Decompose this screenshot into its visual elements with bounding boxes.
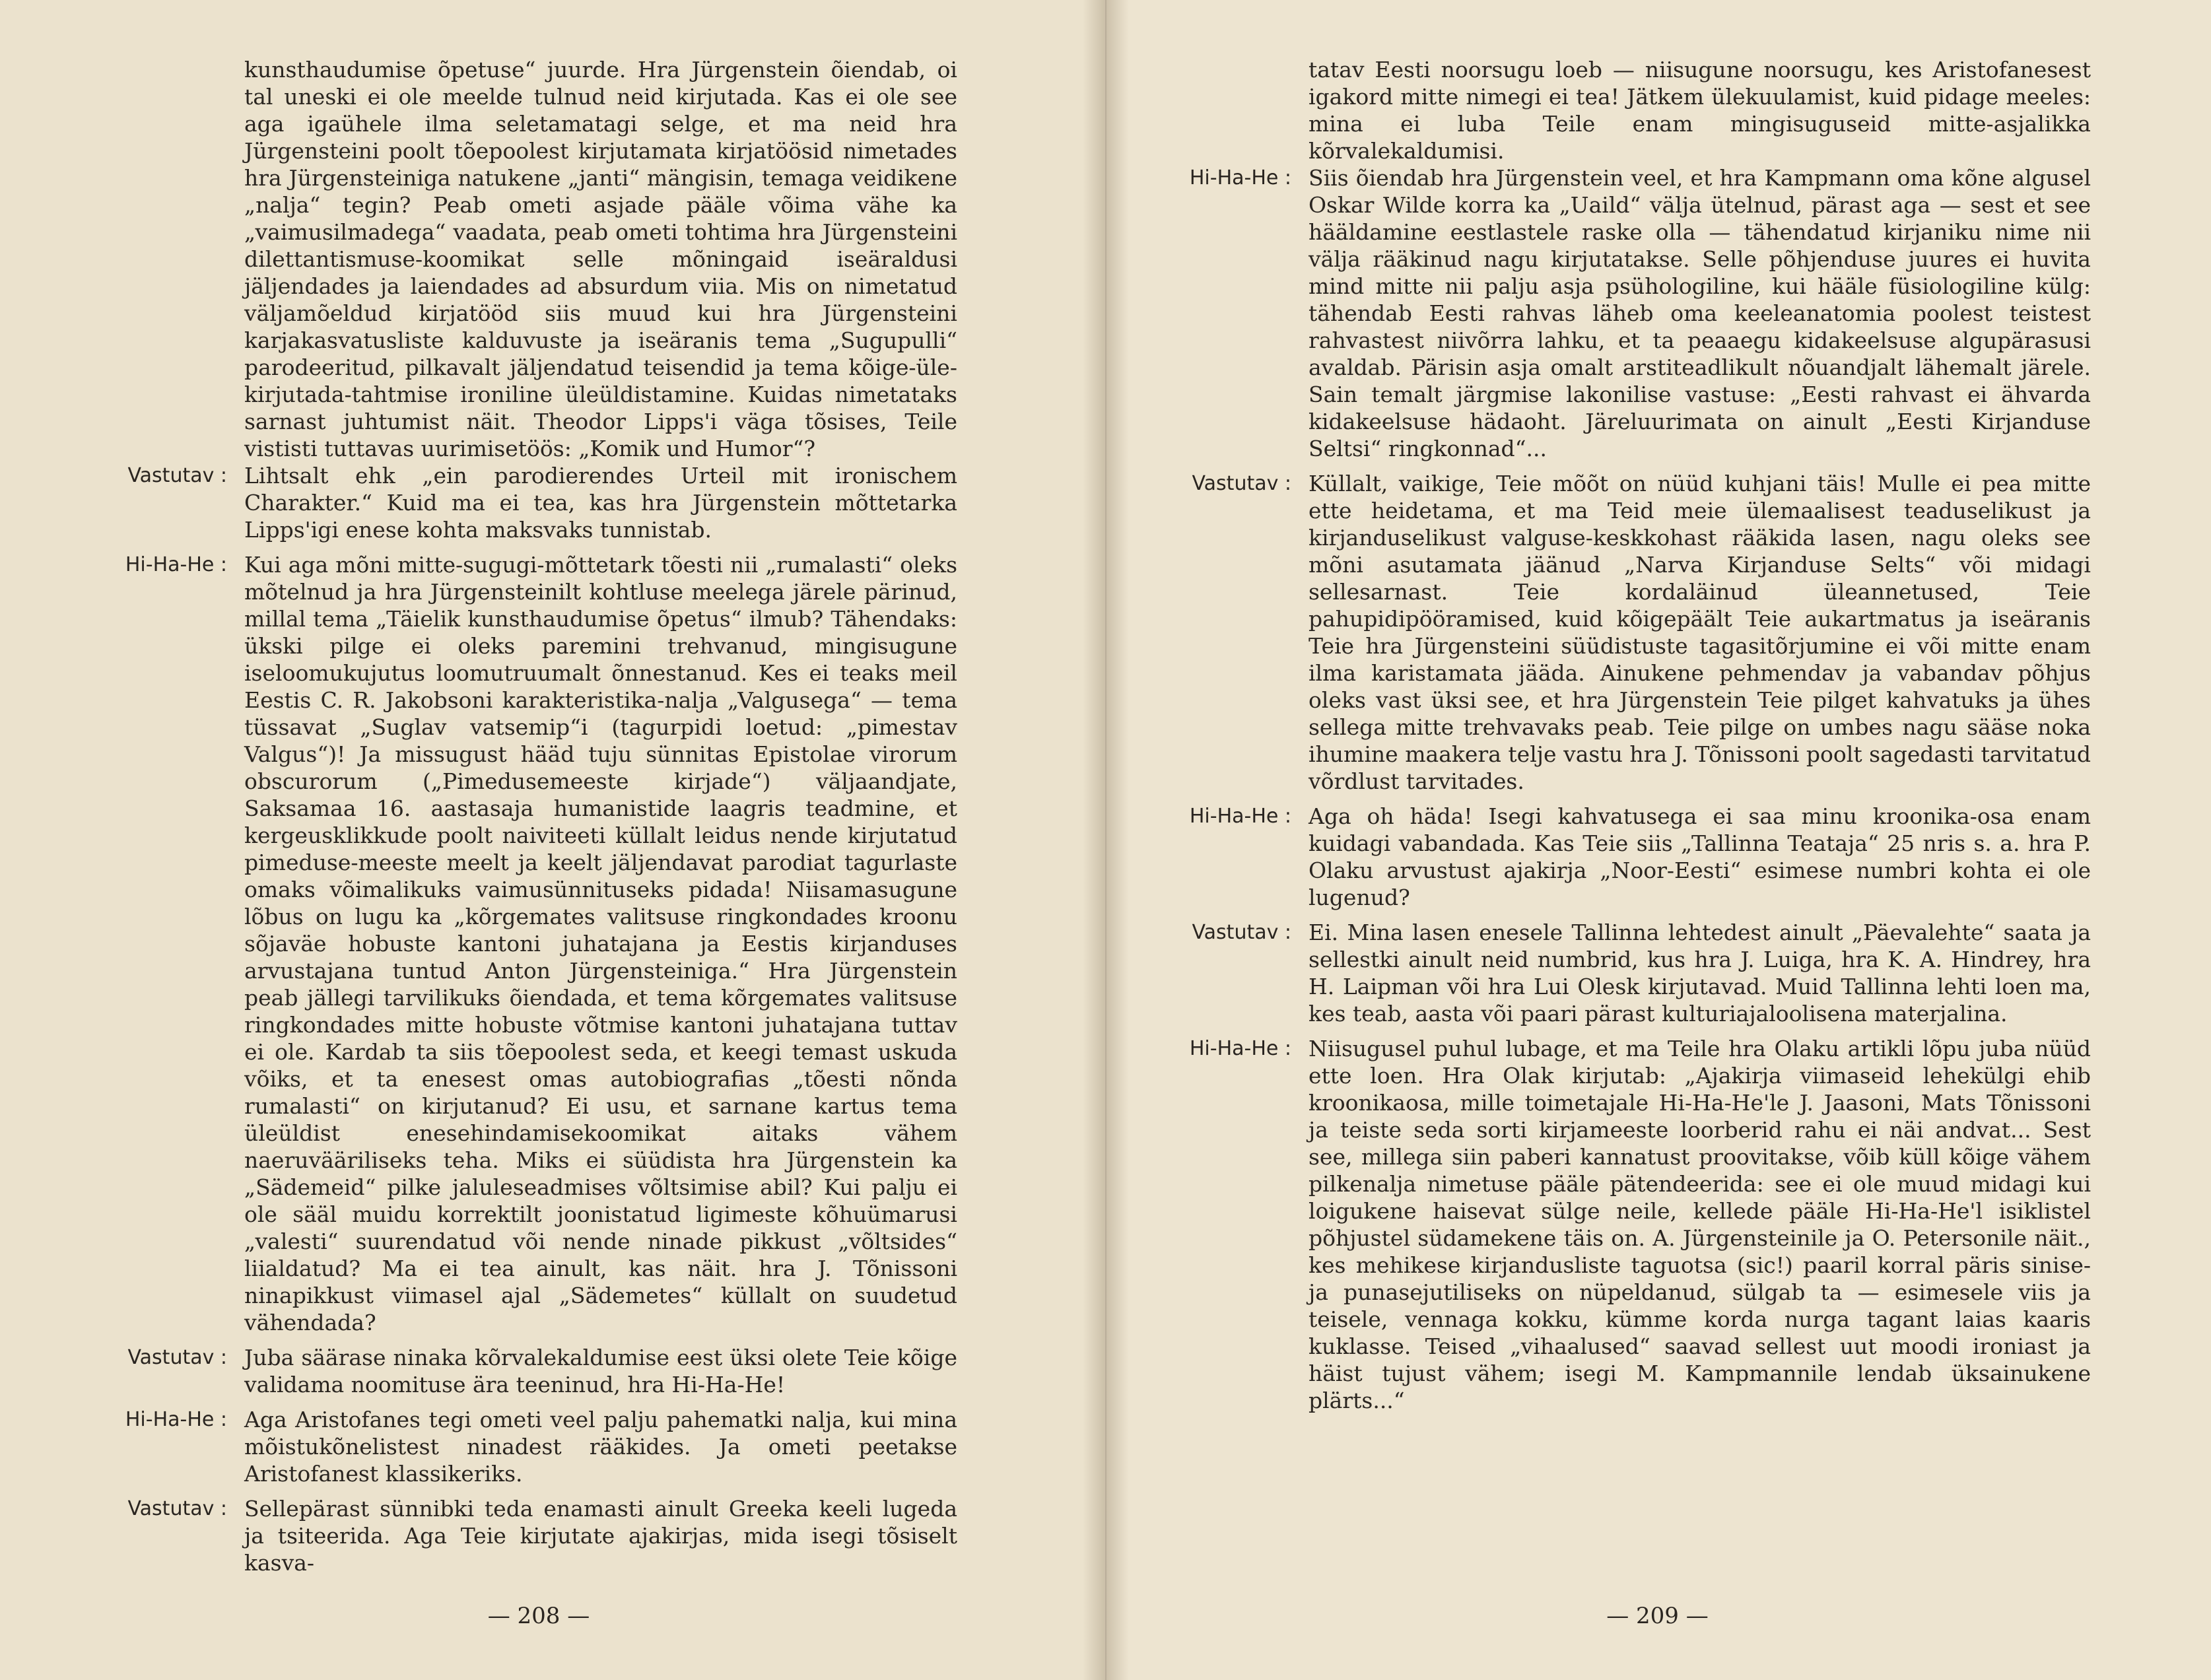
dialogue-entry xyxy=(86,1495,957,1576)
speaker-label: Hi-Ha-He : xyxy=(1189,166,1291,189)
speaker-label: Vastutav : xyxy=(1192,921,1291,944)
speaker-label: Vastutav : xyxy=(127,464,227,487)
speech-text: Ei. Mina lasen enesele Tallinna lehtedest ainult „Päevalehte“ saata ja sellestki ainult neid numbrid, kus hra J. Luiga, hra K. A. Hindrey, hra H. Laipman või hra Lui Olesk kirjutavad. Muid Tallinna lehti loen ma, kes teab, aasta või paari pärast kulturiajaloolisena materjalina. xyxy=(1309,920,2091,1026)
speech-text: Sellepärast sünnibki teda enamasti ainult Greeka keeli lugeda ja tsiteerida. Aga Teie kirjutate ajakirjas, mida isegi tõsiselt kasva- xyxy=(244,1496,957,1576)
dialogue-entry xyxy=(1150,470,2091,795)
dialogue-entry xyxy=(86,1406,957,1487)
speech-text: Aga Aristofanes tegi ometi veel palju pahematki nalja, kui mina mõistukõnelistest ninadest rääkides. Ja ometi peetakse Aristofanest klassikeriks. xyxy=(244,1407,957,1487)
dialogue-entry xyxy=(86,551,957,1336)
dialogue-entry xyxy=(86,462,957,543)
left-page xyxy=(0,0,1104,1680)
speech-text: Siis õiendab hra Jürgenstein veel, et hra Kampmann oma kõne algusel Oskar Wilde korra ka „Uaild“ välja ütelnud, pärast aga — sest et see hääldamine eestlastele raske olla — tähendatud kirjaniku nime nii välja rääkinud nagu kirjutatakse. Selle põhjenduse juures ei huvita mind mitte nii palju asja psühologiline, kui hääle füsiologiline külg: tähendab Eesti rahvas läheb oma keeleanatomia poolest teistest rahvastest niivõrra lahku, et ta peaaegu kidakeelsuse algupärasusi avaldab. Pärisin asja omalt arstiteadlikult nõuandjalt lähemalt järele. Sain temalt järgmise lakonilise vastuse: „Eesti rahvast ei ähvarda kidakeelsuse hädaoht. Järeluurimata on ainult „Eesti Kirjanduse Seltsi“ ringkonnad“... xyxy=(1309,165,2091,461)
left-page-text xyxy=(86,56,957,1584)
speech-text: Niisugusel puhul lubage, et ma Teile hra Olaku artikli lõpu juba nüüd ette loen. Hra Olak kirjutab: „Ajakirja viimaseid lehekülgi ehib kroonikaosa, mille toimetajale Hi-Ha-He'le J. Jaasoni, Mats Tõnissoni ja teiste seda sorti kirjameeste loorberid rahu ei näi andvat... Sest see, millega siin paberi kannatust proovitakse, võib küll kõige vähem pilkenalja nimetuse pääle pätendeerida: see ei ole muud midagi kui loigukene haisevat sülge neile, kellede pääle Hi-Ha-He'l isiklistel põhjustel südamekene täis on. A. Jürgensteinile ja O. Petersonile näit., kes mehikese kirjandusliste taguotsa (sic!) paaril korral päris sinise- ja punasejutiliseks on nüpeldanud, sülgab ta — esimesele viis ja teisele, vennaga kokku, kümme korda nurga tagant laias kaaris kuklasse. Teised „vihaalused“ saavad sellest uut moodi ironiast ja häist tujust vähem; isegi M. Kampmannile lendab üksainukene plärts...“ xyxy=(1309,1036,2091,1413)
right-lead-paragraph: tatav Eesti noorsugu loeb — niisugune noorsugu, kes Aristofanesest igakord mitte nimegi ei tea! Jätkem ülekuulamist, kuid pidage meeles: mina ei luba Teile enam mingisuguseid mitte-asjalikka kõrvalekaldumisi. xyxy=(1309,57,2091,164)
book-gutter xyxy=(1083,0,1129,1680)
page-number-right: — 209 — xyxy=(1606,1603,1709,1629)
dialogue-entry xyxy=(1150,803,2091,911)
dialogue-entry xyxy=(86,1344,957,1398)
dialogue-entry xyxy=(1150,919,2091,1027)
dialogue-entry xyxy=(1150,1035,2091,1414)
speaker-label: Hi-Ha-He : xyxy=(125,553,227,576)
speaker-label: Vastutav : xyxy=(127,1346,227,1369)
right-page-text xyxy=(1150,56,2091,1422)
speaker-label: Hi-Ha-He : xyxy=(125,1408,227,1431)
speech-text: Aga oh häda! Isegi kahvatusega ei saa minu kroonika-osa enam kuidagi vabandada. Kas Teie siis „Tallinna Teataja“ 25 nris s. a. hra P. Olaku arvustust ajakirja „Noor-Eesti“ esimese numbri kohta ei ole lugenud? xyxy=(1309,803,2091,910)
page-number-left: — 208 — xyxy=(487,1603,590,1629)
speaker-label: Vastutav : xyxy=(1192,472,1291,495)
speech-text: Juba säärase ninaka kõrvalekaldumise eest üksi olete Teie kõige validama noomituse ära teeninud, hra Hi-Ha-He! xyxy=(244,1345,957,1397)
speaker-label: Vastutav : xyxy=(127,1497,227,1520)
left-lead-paragraph: kunsthaudumise õpetuse“ juurde. Hra Jürgenstein õiendab, oi tal uneski ei ole meelde tulnud neid kirjutada. Kas ei ole see aga igaühele ilma seletamatagi selge, et ma neid hra Jürgensteini poolt tõepoolest kirjutamata kirjatöösid nimetades hra Jürgensteiniga natukene „janti“ mängisin, temaga veidikene „nalja“ tegin? Peab ometi asjade pääle võima vähe ka „vaimusilmadega“ vaadata, peab ometi tohtima hra Jürgensteini dilettantismuse-koomikat selle mõningaid iseäraldusi jäljendades ja laiendades ad absurdum viia. Mis on nimetatud väljamõeldud kirjatööd siis muud kui hra Jürgensteini karjakasvatusliste kalduvuste ja iseäranis tema „Sugupulli“ parodeeritud, pilkavalt jäljendatud teisendid ja tema kõige-üle-kirjutada-tahtmise ironiline üleüldistamine. Kuidas nimetataks sarnast juhtumist näit. Theodor Lipps'i väga tõsises, Teile vististi tuttavas uurimisetöös: „Komik und Humor“? xyxy=(244,57,957,461)
dialogue-entry xyxy=(1150,164,2091,462)
speech-text: Kui aga mõni mitte-sugugi-mõttetark tõesti nii „rumalasti“ oleks mõtelnud ja hra Jürgensteinilt kohtluse meelega järele pärinud, millal tema „Täielik kunsthaudumise õpetus“ ilmub? Tähendaks: ükski pilge ei oleks paremini trehvanud, mingisugune iseloomukujutus loomutruumalt õnnestanud. Kes ei teaks meil Eestis C. R. Jakobsoni karakteristika-nalja „Valgusega“ — tema tüssavat „Suglav vatsemip“i (tagurpidi loetud: „pimestav Valgus“)! Ja missugust hääd tuju sünnitas Epistolae virorum obscurorum („Pimedusemeeste kirjade“) väljaandjate, Saksamaa 16. aastasaja humanistide laagris teadmine, et kergeusklikkude poolt naiviteeti küllalt leidus nende kirjutatud pimeduse-meeste meelt ja keelt jäljendavat parodiat tagurlaste omaks võimalikuks vaimusünnituseks pidada! Niisamasugune lõbus on lugu ka „kõrgemates valitsuse ringkondades kroonu sõjaväe hobuste kantoni juhatajana ja Eestis kirjanduses arvustajana tuntud Anton Jürgensteiniga.“ Hra Jürgenstein peab jällegi tarvilikuks õiendada, et tema kõrgemates valitsuse ringkondades mitte hobuste võtmise kantoni juhatajana tuttav ei ole. Kardab ta siis tõepoolest seda, et keegi temast uskuda võiks, et ta enesest omas autobiografias „tõesti nõnda rumalasti“ on kirjutanud? Ei usu, et sarnane kartus tema üleüldist enesehindamisekoomikat aitaks vähem naeruvääriliseks teha. Miks ei süüdista hra Jürgenstein ka „Sädemeid“ pilke jaluleseadmises võltsimise abil? Kui palju ei ole sääl muidu korrektilt joonistatud ligimeste kõhuümarusi „valesti“ suurendatud või nende ninade pikkust „võltsides“ liialdatud? Ma ei tea ainult, kas näit. hra J. Tõnissoni ninapikkust viimasel ajal „Sädemetes“ küllalt on suudetud vähendada? xyxy=(244,552,957,1335)
right-page xyxy=(1104,0,2211,1680)
speech-text: Küllalt, vaikige, Teie mõõt on nüüd kuhjani täis! Mulle ei pea mitte ette heidetama, et ma Teid meie ülemaalisest teaduselikust ja kirjanduselikust valguse-keskkohast rääkida lasen, nagu oleks see mõni asutamata jäänud „Narva Kirjanduse Selts“ või midagi sellesarnast. Teie kordaläinud üleannetused, Teie pahupidipööramised, kuid kõigepäält Teie aukartmatus ja iseäranis Teie hra Jürgensteini süüdistuste tagasitõrjumine ei või mitte enam ilma karistamata jääda. Ainukene pehmendav ja vabandav põhjus oleks vast üksi see, et hra Jürgenstein Teie pilget kahvatuks ja ühes sellega mitte trehvavaks peab. Teie pilge on umbes nagu sääse noka ihumine maakera telje vastu hra J. Tõnissoni poolt sagedasti tarvitatud võrdlust tarvitades. xyxy=(1309,471,2091,794)
speaker-label: Hi-Ha-He : xyxy=(1189,1037,1291,1060)
speaker-label: Hi-Ha-He : xyxy=(1189,805,1291,828)
speech-text: Lihtsalt ehk „ein parodierendes Urteil mit ironischem Charakter.“ Kuid ma ei tea, kas hra Jürgenstein mõttetarka Lipps'igi enese kohta maksvaks tunnistab. xyxy=(244,463,957,543)
